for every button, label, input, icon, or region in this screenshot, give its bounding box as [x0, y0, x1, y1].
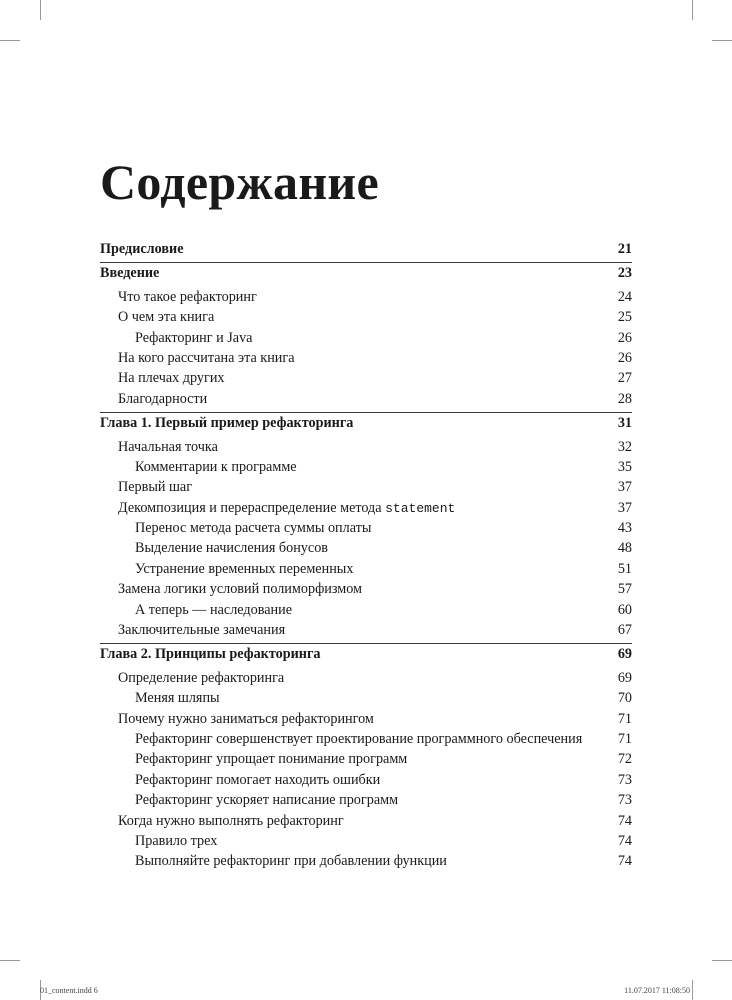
toc-section-entry[interactable]: [100, 348, 632, 368]
toc-entry-label: Почему нужно заниматься рефакторингом: [118, 710, 374, 727]
toc-entry-label: На кого рассчитана эта книга: [118, 349, 295, 366]
toc-page-number: 25: [617, 309, 632, 326]
toc-page-number: 57: [617, 581, 632, 598]
toc-subsection-entry[interactable]: [100, 729, 632, 749]
toc-chapter-entry[interactable]: [100, 412, 632, 436]
toc-page-number: 37: [617, 499, 632, 516]
toc-entry-label: Когда нужно выполнять рефакторинг: [118, 812, 344, 829]
toc-subsection-entry[interactable]: [100, 518, 632, 538]
toc-subsection-entry[interactable]: [100, 559, 632, 579]
toc-page-number: 73: [617, 771, 632, 788]
toc-entry-label: Выделение начисления бонусов: [135, 540, 328, 557]
table-of-contents: [100, 239, 632, 872]
toc-entry-label: Введение: [100, 265, 160, 282]
toc-page-number: 26: [617, 329, 632, 346]
toc-subsection-entry[interactable]: [100, 770, 632, 790]
toc-section-entry[interactable]: [100, 811, 632, 831]
toc-entry-label: Что такое рефакторинг: [118, 288, 257, 305]
toc-section-entry[interactable]: [100, 477, 632, 497]
toc-page-number: 60: [617, 601, 632, 618]
page-title: Содержание: [100, 154, 380, 210]
toc-section-entry[interactable]: [100, 668, 632, 688]
toc-chapter-entry[interactable]: [100, 643, 632, 667]
toc-chapter-entry[interactable]: [100, 262, 632, 286]
toc-entry-label: Глава 2. Принципы рефакторинга: [100, 646, 321, 663]
toc-entry-label: Предисловие: [100, 241, 184, 257]
toc-page-number: 74: [617, 853, 632, 870]
toc-page-number: 72: [617, 751, 632, 768]
toc-entry-label: Определение рефакторинга: [118, 669, 285, 686]
toc-section-entry[interactable]: [100, 498, 632, 518]
toc-page-number: 74: [617, 832, 632, 849]
toc-page-number: 31: [617, 415, 632, 432]
toc-section-entry[interactable]: [100, 368, 632, 388]
crop-mark-left-bottom: [0, 960, 20, 961]
toc-entry-label: Правило трех: [135, 832, 218, 849]
toc-entry-label: На плечах других: [118, 370, 225, 387]
toc-subsection-entry[interactable]: [100, 538, 632, 558]
toc-page-number: 74: [617, 812, 632, 829]
toc-subsection-entry[interactable]: [100, 457, 632, 477]
toc-page-number: 28: [617, 390, 632, 407]
crop-mark-top-left: [40, 0, 41, 20]
toc-entry-label: [118, 498, 455, 519]
toc-entry-label: Благодарности: [118, 390, 208, 407]
toc-entry-label: Комментарии к программе: [135, 458, 297, 475]
toc-page-number: 71: [617, 710, 632, 727]
toc-page-number: 24: [617, 288, 632, 305]
toc-entry-label: Рефакторинг совершенствует проектирование программного обеспечения: [135, 730, 583, 747]
toc-entry-label: Заключительные замечания: [118, 622, 286, 639]
toc-subsection-entry[interactable]: [100, 790, 632, 810]
toc-page-number: 21: [617, 241, 632, 257]
toc-page-number: 23: [617, 265, 632, 282]
toc-page-number: 32: [617, 438, 632, 455]
toc-entry-label: Перенос метода расчета суммы оплаты: [135, 520, 372, 537]
crop-mark-right-bottom: [712, 960, 732, 961]
toc-page-number: 48: [617, 540, 632, 557]
toc-subsection-entry[interactable]: [100, 328, 632, 348]
crop-mark-right-top: [712, 40, 732, 41]
toc-entry-label: Выполняйте рефакторинг при добавлении функции: [135, 853, 447, 870]
toc-section-entry[interactable]: [100, 709, 632, 729]
toc-page-number: 51: [617, 560, 632, 577]
slug-file-info: 01_content.indd 6: [40, 986, 98, 995]
toc-section-entry[interactable]: [100, 307, 632, 327]
toc-entry-label: Первый шаг: [118, 479, 193, 496]
toc-section-entry[interactable]: [100, 389, 632, 409]
toc-entry-label: Меняя шляпы: [135, 690, 220, 707]
toc-page-number: 35: [617, 458, 632, 475]
toc-page-number: 26: [617, 349, 632, 366]
crop-mark-top-right: [692, 0, 693, 20]
toc-section-entry[interactable]: [100, 287, 632, 307]
crop-mark-bottom-right: [692, 980, 693, 1000]
toc-section-entry[interactable]: [100, 579, 632, 599]
toc-entry-label: Глава 1. Первый пример рефакторинга: [100, 415, 354, 432]
toc-entry-label: О чем эта книга: [118, 309, 215, 326]
toc-subsection-entry[interactable]: [100, 851, 632, 871]
toc-page-number: 73: [617, 792, 632, 809]
toc-entry-label: Устранение временных переменных: [135, 560, 354, 577]
toc-subsection-entry[interactable]: [100, 749, 632, 769]
toc-entry-label: Рефакторинг ускоряет написание программ: [135, 792, 399, 809]
toc-entry-label: Замена логики условий полиморфизмом: [118, 581, 363, 598]
toc-page-number: 69: [617, 669, 632, 686]
toc-section-entry[interactable]: [100, 620, 632, 640]
toc-subsection-entry[interactable]: [100, 831, 632, 851]
toc-page-number: 71: [617, 730, 632, 747]
toc-page-number: 67: [617, 622, 632, 639]
toc-entry-label-text: Декомпозиция и перераспределение метода: [118, 499, 386, 516]
toc-entry-label: Рефакторинг и Java: [135, 329, 253, 346]
toc-entry-label: А теперь — наследование: [135, 601, 293, 618]
toc-page-number: 37: [617, 479, 632, 496]
toc-page-number: 27: [617, 370, 632, 387]
toc-page-number: 70: [617, 690, 632, 707]
toc-page-number: 43: [617, 520, 632, 537]
toc-entry-label: Рефакторинг упрощает понимание программ: [135, 751, 408, 768]
toc-entry-label: Начальная точка: [118, 438, 218, 455]
toc-chapter-entry[interactable]: [100, 239, 632, 259]
crop-mark-left-top: [0, 40, 20, 41]
toc-entry-label: Рефакторинг помогает находить ошибки: [135, 771, 381, 788]
toc-subsection-entry[interactable]: [100, 600, 632, 620]
toc-subsection-entry[interactable]: [100, 688, 632, 708]
toc-entry-code: statement: [385, 500, 456, 516]
toc-page-number: 69: [617, 646, 632, 663]
toc-section-entry[interactable]: [100, 437, 632, 457]
slug-datetime: 11.07.2017 11:08:50: [624, 986, 690, 995]
